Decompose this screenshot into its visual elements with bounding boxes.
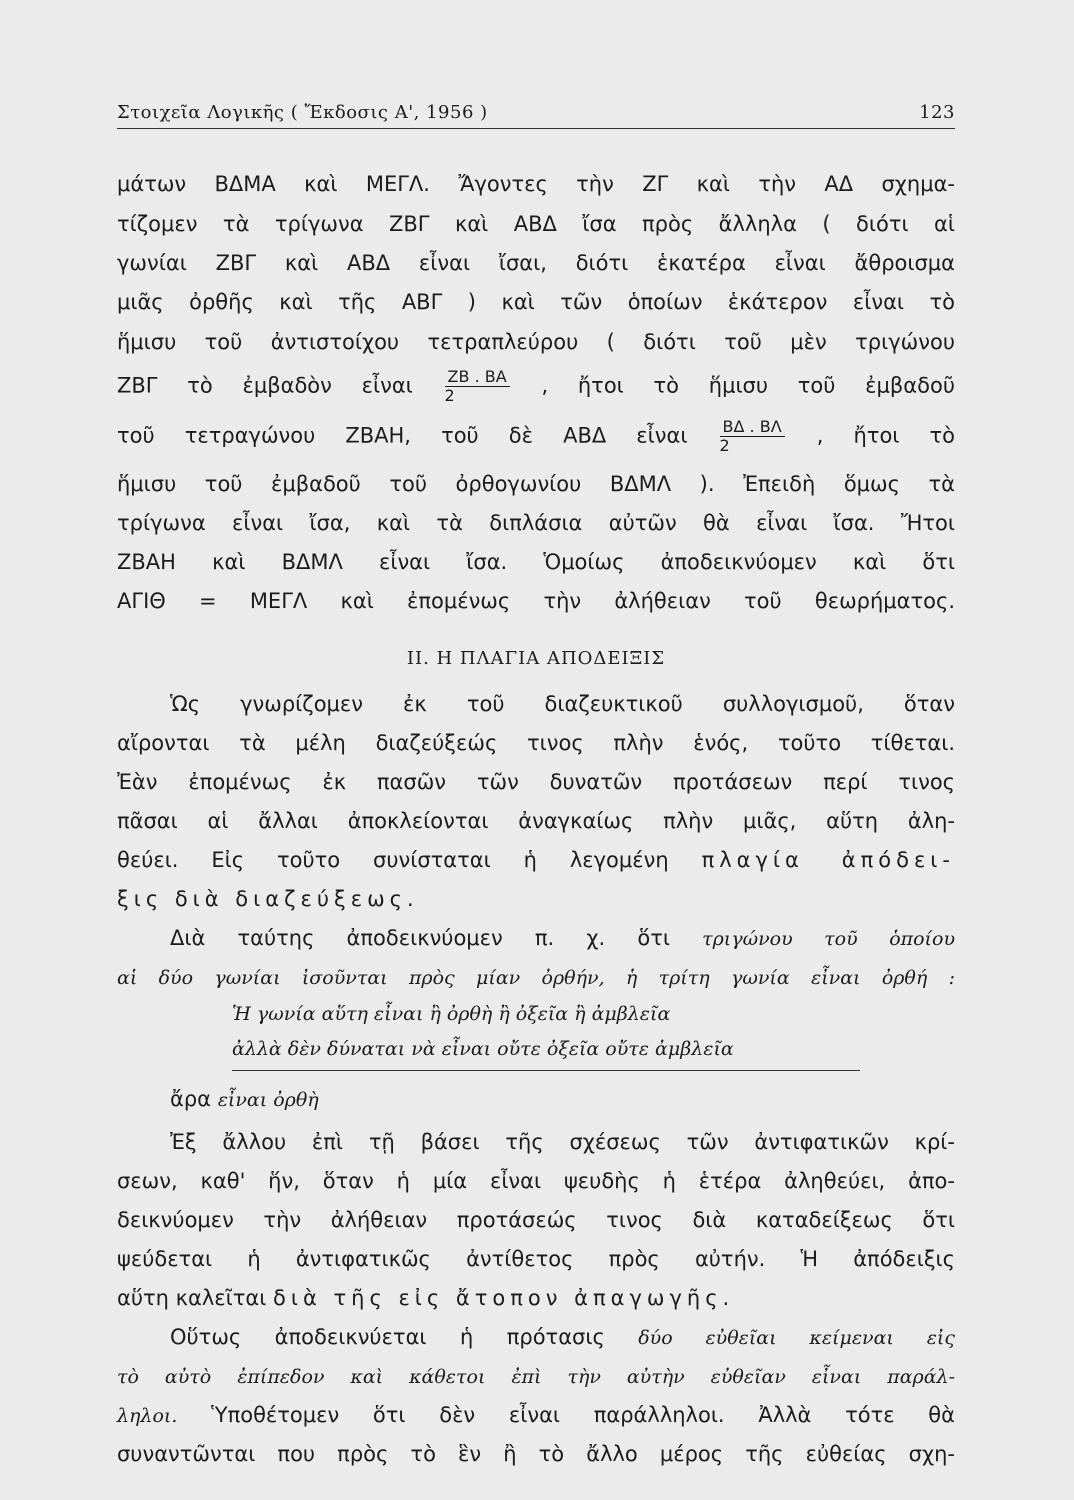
text-segment: , ἤτοι τὸ ἥμισυ τοῦ ἐμβαδοῦ: [541, 373, 955, 398]
fraction-numerator: ΒΔ . ΒΛ: [720, 418, 785, 437]
syllogism-conclusion: [170, 1085, 955, 1114]
syllogism-premise-1: Ἡ γωνία αὕτη εἶναι ἢ ὀρθὴ ἢ ὀξεῖα ἢ ἀμβλεῖα: [232, 1003, 671, 1025]
spaced-term: πλαγία ἀπόδει-: [701, 848, 955, 872]
spaced-term: ξις διὰ διαζεύξεως.: [117, 887, 419, 911]
italic-segment: τὸ αὐτὸ ἐπίπεδον καὶ κάθετοι ἐπὶ τὴν αὐτὴν εὐθεῖαν εἶναι παράλ-: [117, 1366, 955, 1388]
italic-segment: αἱ δύο γωνίαι ἰσοῦνται πρὸς μίαν ὀρθήν, ἡ τρίτη γωνία εἶναι ὀρθή :: [117, 967, 955, 989]
text-line: σεων, καθ' ἥν, ὅταν ἡ μία εἶναι ψευδὴς ἡ ἑτέρα ἀληθεύει, ἀπο-: [117, 1169, 955, 1193]
text-line: [117, 963, 955, 992]
text-line: γωνίαι ΖΒΓ καὶ ΑΒΔ εἶναι ἴσαι, διότι ἑκατέρα εἶναι ἄθροισμα: [117, 251, 955, 275]
fraction-numerator: ΖΒ . ΒΑ: [445, 368, 510, 387]
text-line: [117, 885, 955, 913]
text-line: [117, 1362, 955, 1391]
italic-segment: εἶναι ὀρθὴ: [217, 1089, 319, 1111]
text-line: Ἐξ ἄλλου ἐπὶ τῇ βάσει τῆς σχέσεως τῶν ἀντιφατικῶν κρί-: [170, 1130, 955, 1154]
text-line: ΖΒΑΗ καὶ ΒΔΜΛ εἶναι ἴσα. Ὁμοίως ἀποδεικνύομεν καὶ ὅτι: [117, 550, 955, 574]
text-line: πᾶσαι αἱ ἄλλαι ἀποκλείονται ἀναγκαίως πλὴν μιᾶς, αὕτη ἀλη-: [117, 809, 955, 833]
syllogism-rule: [232, 1070, 860, 1071]
italic-segment: δύο εὐθεῖαι κείμεναι εἰς: [638, 1327, 955, 1349]
text-line: συναντῶνται που πρὸς τὸ ἓν ἢ τὸ ἄλλο μέρος τῆς εὐθείας σχη-: [117, 1442, 955, 1466]
fraction: [720, 418, 785, 455]
fraction: [445, 368, 510, 405]
spaced-term: διὰ τῆς εἰς ἄτοπον ἀπαγωγῆς.: [273, 1286, 735, 1310]
text-line-with-fraction: [117, 418, 955, 455]
text-line: μάτων ΒΔΜΑ καὶ ΜΕΓΛ. Ἄγοντες τὴν ΖΓ καὶ τὴν ΑΔ σχημα-: [117, 172, 955, 196]
text-segment: Οὕτως ἀποδεικνύεται ἡ πρότασις: [170, 1325, 605, 1349]
italic-segment: ληλοι.: [117, 1405, 178, 1427]
text-segment: τοῦ τετραγώνου ΖΒΑΗ, τοῦ δὲ ΑΒΔ εἶναι: [117, 423, 688, 448]
text-line: μιᾶς ὀρθῆς καὶ τῆς ΑΒΓ ) καὶ τῶν ὁποίων ἑκάτερον εἶναι τὸ: [117, 290, 955, 314]
text-line-with-fraction: [117, 368, 955, 405]
text-line: δεικνύομεν τὴν ἀλήθειαν προτάσεώς τινος διὰ καταδείξεως ὅτι: [117, 1208, 955, 1232]
text-segment: αὕτη καλεῖται: [117, 1286, 267, 1310]
text-line: [117, 1401, 955, 1430]
text-line: [117, 1284, 955, 1312]
italic-segment: τριγώνου τοῦ ὁποίου: [702, 928, 956, 950]
text-line: [170, 924, 955, 953]
text-line: τρίγωνα εἶναι ἴσα, καὶ τὰ διπλάσια αὐτῶν θὰ εἶναι ἴσα. Ἤτοι: [117, 511, 955, 535]
syllogism-premise-2: ἀλλὰ δὲν δύναται νὰ εἶναι οὔτε ὀξεῖα οὔτε ἀμβλεῖα: [232, 1038, 734, 1060]
text-line: Ἐὰν ἐπομένως ἐκ πασῶν τῶν δυνατῶν προτάσεων περί τινος: [117, 770, 955, 794]
section-heading: II. Η ΠΛΑΓΙΑ ΑΠΟΔΕΙΞΙΣ: [406, 648, 666, 669]
text-segment: ΖΒΓ τὸ ἐμβαδὸν εἶναι: [117, 373, 413, 398]
text-line: [170, 1323, 955, 1352]
text-line: τίζομεν τὰ τρίγωνα ΖΒΓ καὶ ΑΒΔ ἴσα πρὸς ἄλληλα ( διότι αἱ: [117, 212, 955, 236]
text-line: αἴρονται τὰ μέλη διαζεύξεώς τινος πλὴν ἑνός, τοῦτο τίθεται.: [117, 731, 955, 755]
text-segment: Διὰ ταύτης ἀποδεικνύομεν π. χ. ὅτι: [170, 926, 670, 950]
text-line: ἥμισυ τοῦ ἐμβαδοῦ τοῦ ὀρθογωνίου ΒΔΜΛ ). Ἐπειδὴ ὅμως τὰ: [117, 472, 955, 496]
text-line: ΑΓΙΘ = ΜΕΓΛ καὶ ἐπομένως τὴν ἀλήθειαν τοῦ θεωρήματος.: [117, 589, 955, 613]
page-number: 123: [919, 102, 955, 123]
text-line: ἥμισυ τοῦ ἀντιστοίχου τετραπλεύρου ( διότι τοῦ μὲν τριγώνου: [117, 330, 955, 354]
text-line: ψεύδεται ἡ ἀντιφατικῶς ἀντίθετος πρὸς αὐτήν. Ἡ ἀπόδειξις: [117, 1247, 955, 1271]
text-line: Ὡς γνωρίζομεν ἐκ τοῦ διαζευκτικοῦ συλλογισμοῦ, ὅταν: [170, 692, 955, 716]
text-segment: θεύει. Εἰς τοῦτο συνίσταται ἡ λεγομένη: [117, 848, 669, 872]
text-segment: ἄρα: [170, 1087, 212, 1111]
text-segment: Ὑποθέτομεν ὅτι δὲν εἶναι παράλληλοι. Ἀλλὰ τότε θὰ: [211, 1403, 955, 1427]
text-segment: , ἤτοι τὸ: [816, 423, 955, 448]
fraction-denominator: 2: [444, 386, 455, 405]
running-head: [117, 100, 955, 129]
running-title: Στοιχεῖα Λογικῆς ( Ἔκδοσις Α', 1956 ): [117, 102, 488, 123]
text-line: [117, 846, 955, 874]
fraction-denominator: 2: [719, 436, 730, 455]
